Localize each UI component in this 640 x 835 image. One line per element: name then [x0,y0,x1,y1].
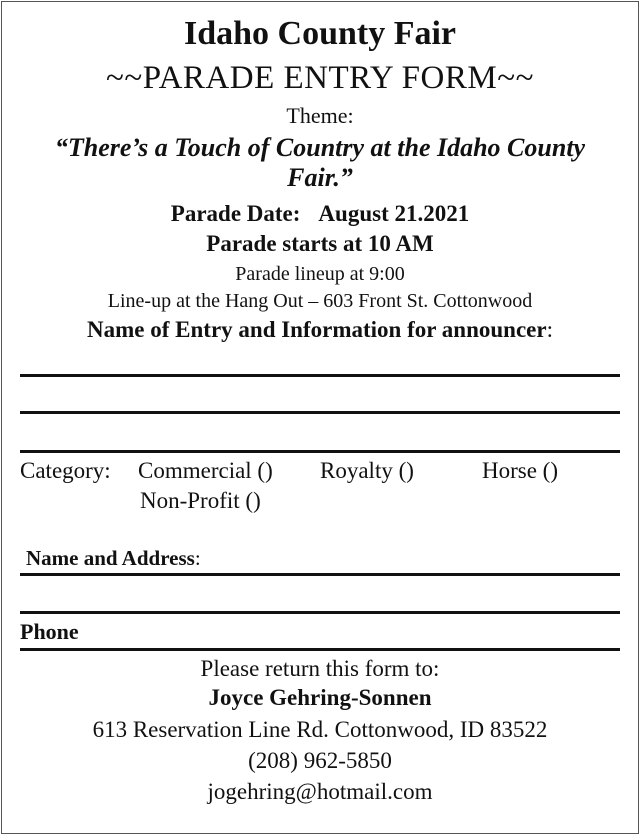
return-address: 613 Reservation Line Rd. Cottonwood, ID 83522 [92,717,548,742]
entry-info-colon: : [546,317,553,342]
parade-date-value: August 21.2021 [318,201,470,226]
parade-date-label: Parade Date: [170,201,301,226]
phone-label: Phone [20,619,79,644]
category-label: Category: [20,458,111,483]
lineup-location: Line-up at the Hang Out – 603 Front St. Cottonwood [107,290,533,312]
name-address-label: Name and Address [26,546,195,570]
fair-title: Idaho County Fair [183,15,457,52]
theme-label: Theme: [286,103,354,128]
category-option-royalty[interactable]: Royalty () [320,458,414,483]
phone-line[interactable] [20,648,620,651]
parade-start-time: Parade starts at 10 AM [206,231,434,256]
return-phone: (208) 962-5850 [248,748,392,773]
entry-info-label: Name of Entry and Information for announcer [87,317,547,342]
theme-text-line1: “There’s a Touch of Country at the Idaho County [54,133,586,162]
name-address-line-1[interactable] [20,573,620,576]
return-intro: Please return this form to: [200,656,440,681]
entry-info-line-2[interactable] [20,411,620,414]
entry-info-heading [0,316,640,344]
name-address-colon: : [194,546,201,570]
form-name: ~~PARADE ENTRY FORM~~ [106,60,534,96]
lineup-time: Parade lineup at 9:00 [235,263,405,285]
name-address-line-2[interactable] [20,611,620,614]
name-address-heading [26,545,201,571]
parade-date-line [0,200,640,228]
return-name: Joyce Gehring-Sonnen [208,685,432,710]
category-option-non-profit[interactable]: Non-Profit () [140,488,261,513]
return-email: jogehring@hotmail.com [207,779,433,804]
category-option-commercial[interactable]: Commercial () [138,458,273,483]
entry-info-line-1[interactable] [20,374,620,377]
category-option-horse[interactable]: Horse () [482,458,558,483]
entry-info-line-3[interactable] [20,450,620,453]
theme-text-line2: Fair.” [287,163,353,192]
